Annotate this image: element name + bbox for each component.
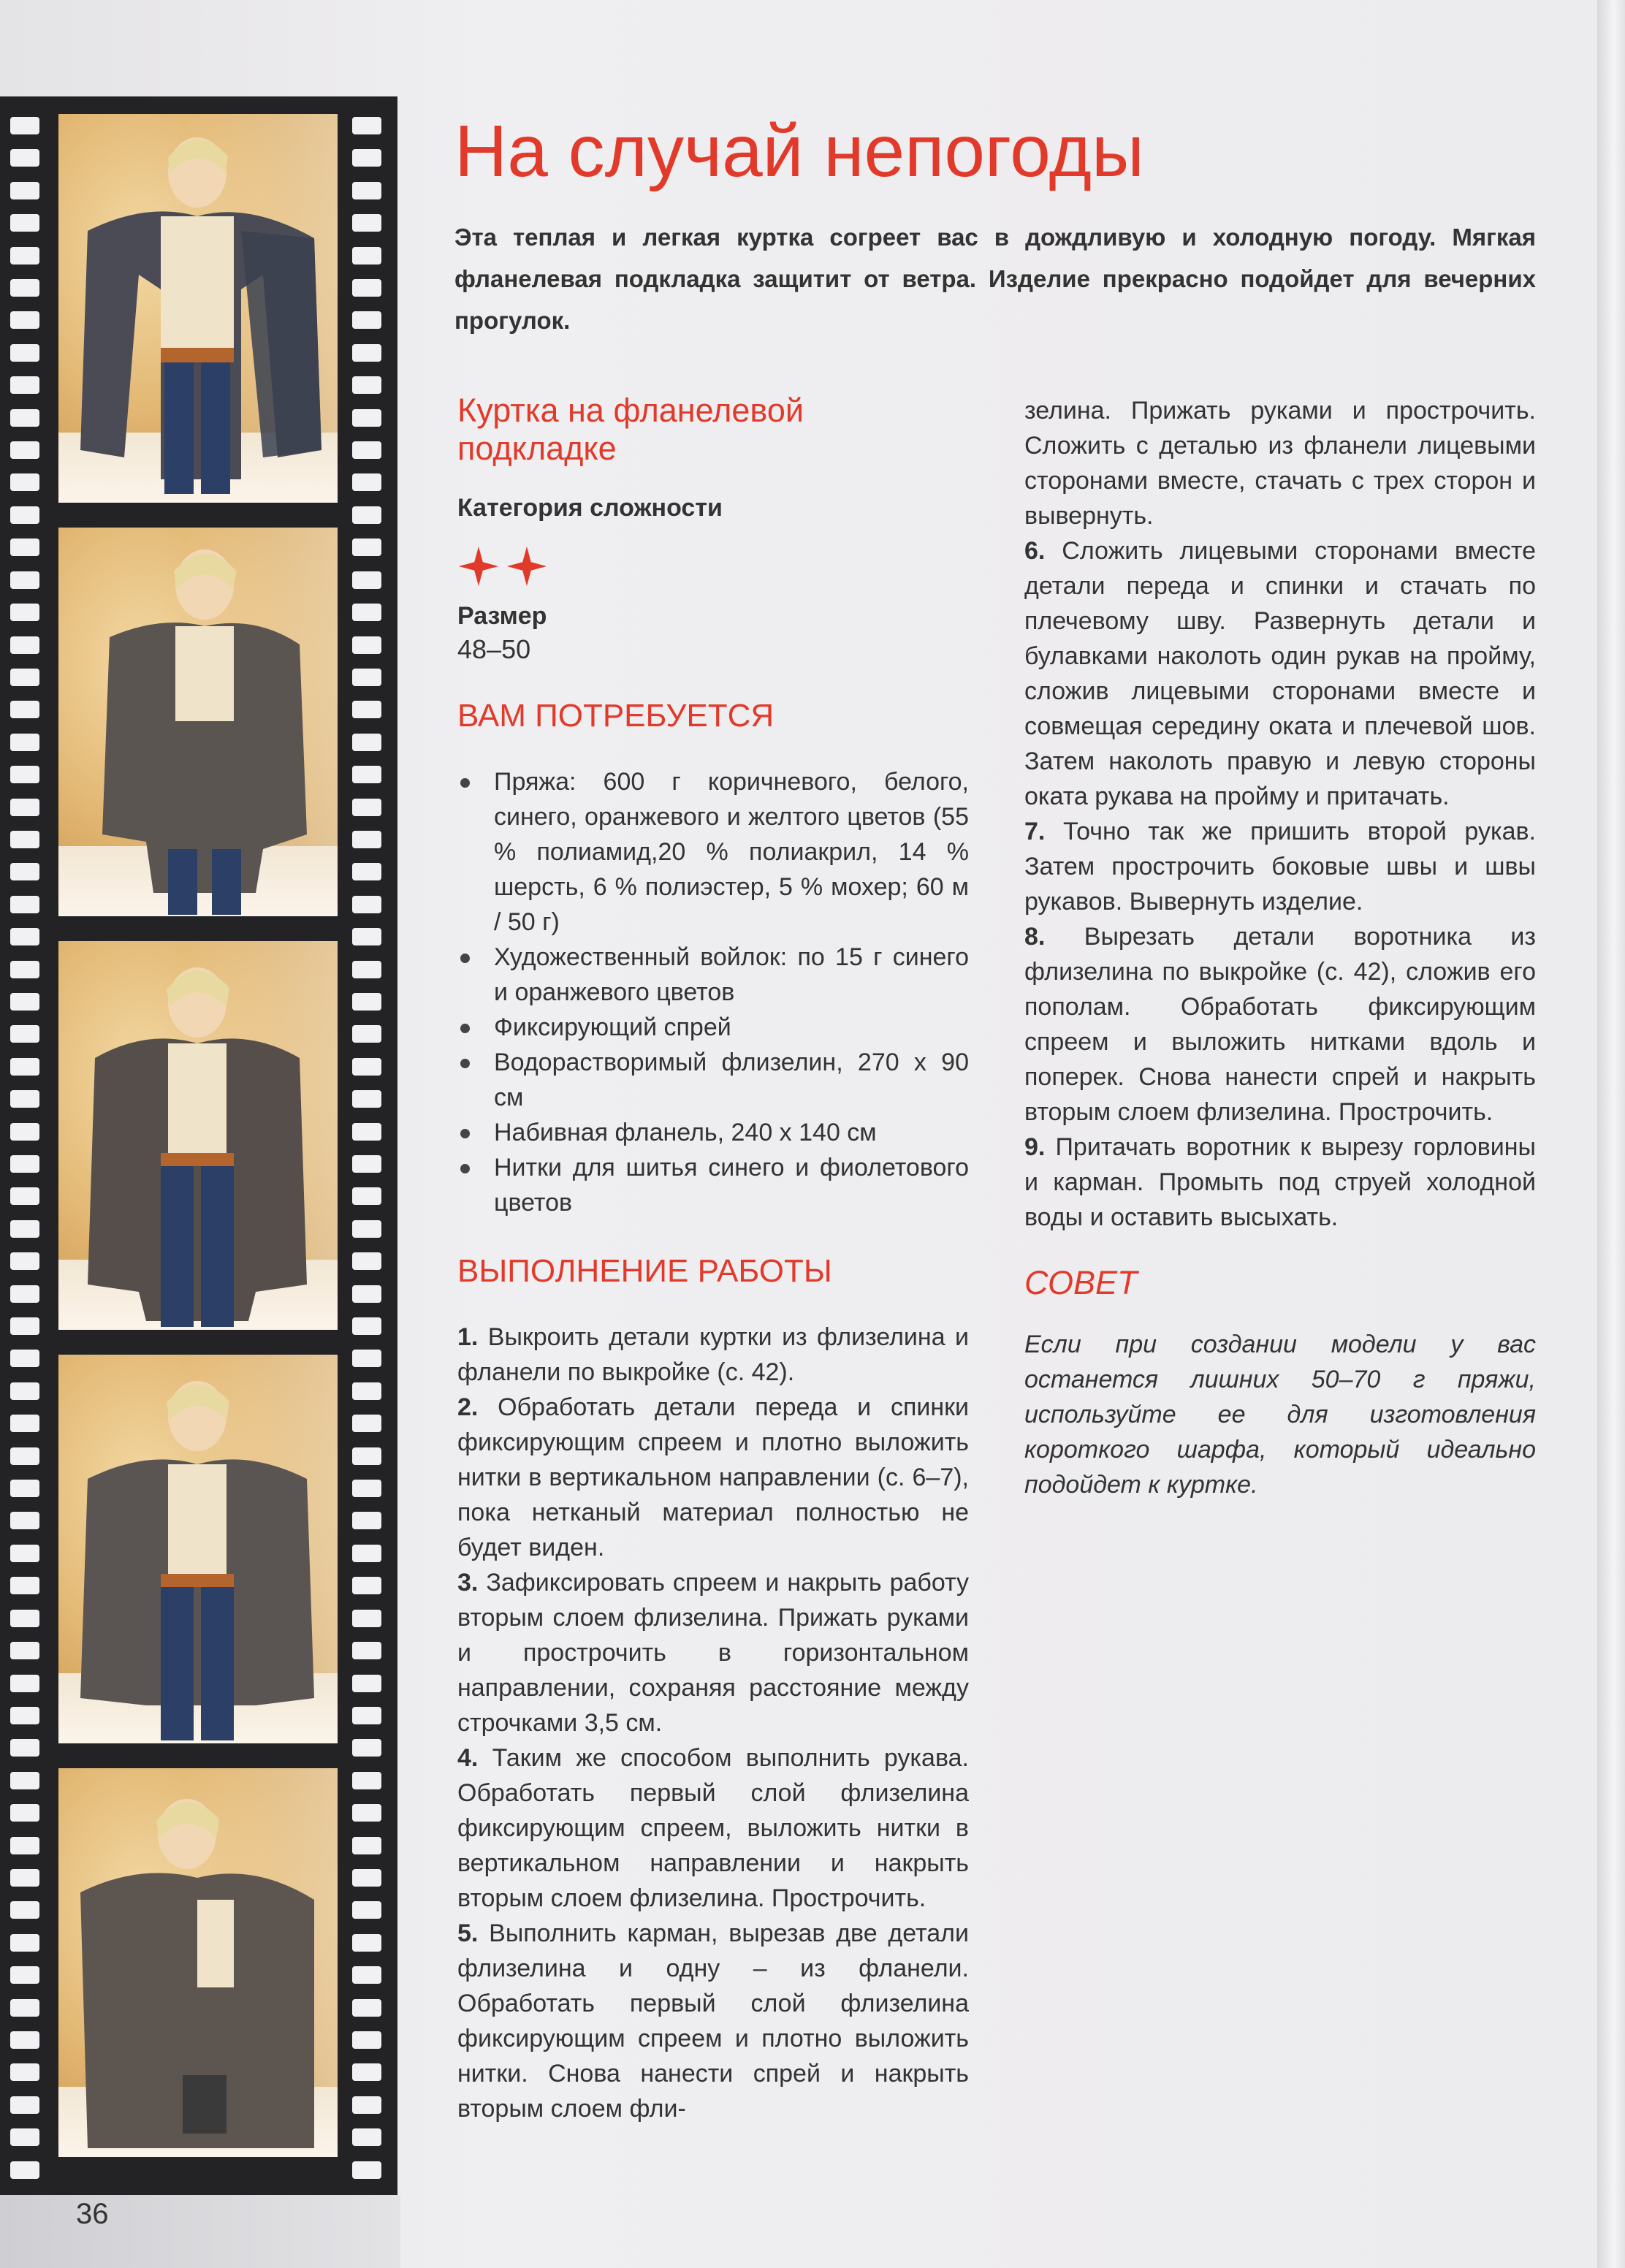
film-sprocket-hole — [352, 1512, 381, 1529]
film-sprocket-hole — [10, 2161, 39, 2179]
film-sprocket-hole — [10, 279, 39, 297]
film-sprocket-hole — [352, 1415, 381, 1432]
materials-item: Нитки для шитья синего и фиолетового цветов — [457, 1150, 969, 1220]
film-sprocket-hole — [10, 149, 39, 167]
instruction-step: 6. Сложить лицевыми сторонами вместе детали переда и спинки и стачать по плечевому шву. Развернуть детали и булавками наколоть один рукав на пройму, сложив лицевыми сторонами вместе и совмещая середину оката и плечевой шов. Затем наколоть правую и левую стороны оката рукава на пройму и притачать. — [1024, 537, 1536, 810]
film-sprocket-hole — [352, 441, 381, 459]
film-sprocket-hole — [10, 1577, 39, 1594]
film-sprocket-hole — [352, 863, 381, 880]
film-sprocket-hole — [352, 376, 381, 394]
film-sprocket-hole — [352, 896, 381, 913]
film-sprocket-hole — [352, 344, 381, 362]
materials-heading: ВАМ ПОТРЕБУЕТСЯ — [457, 698, 775, 734]
difficulty-label: Категория сложности — [457, 494, 723, 522]
model-photo-5 — [58, 1768, 338, 2157]
film-sprocket-hole — [10, 1642, 39, 1659]
film-sprocket-hole — [10, 1123, 39, 1141]
film-sprocket-hole — [352, 1058, 381, 1076]
film-sprocket-hole — [10, 2128, 39, 2146]
film-sprocket-hole — [10, 1187, 39, 1205]
film-sprocket-hole — [352, 734, 381, 751]
model-photo-1 — [58, 114, 338, 503]
film-sprocket-hole — [352, 1285, 381, 1303]
film-sprocket-hole — [352, 1999, 381, 2017]
step-5-continued: зелина. Прижать руками и прострочить. Сложить с деталью из фланели лицевыми сторонами вместе, стачать с трех сторон и вывернуть. — [1024, 397, 1536, 530]
materials-item: Водорастворимый флизелин, 270 х 90 см — [457, 1045, 969, 1115]
star-icon — [506, 545, 548, 587]
star-icon — [457, 545, 500, 587]
film-sprocket-hole — [352, 214, 381, 232]
film-sprocket-hole — [10, 1772, 39, 1789]
instruction-step: 8. Вырезать детали воротника из флизелина по выкройке (с. 42), сложив его пополам. Обработать фиксирующим спреем и выложить нитками вдоль и поперек. Снова нанести спрей и накрыть вторым слоем флизелина. Прострочить. — [1024, 923, 1536, 1126]
tip-heading: СОВЕТ — [1024, 1264, 1138, 1301]
film-sprocket-hole — [10, 669, 39, 686]
film-sprocket-hole — [10, 1837, 39, 1854]
film-sprocket-hole — [352, 701, 381, 718]
film-sprocket-hole — [10, 1480, 39, 1497]
film-sprocket-hole — [352, 1382, 381, 1400]
film-sprocket-hole — [352, 1155, 381, 1173]
size-value: 48–50 — [457, 634, 531, 664]
film-sprocket-hole — [10, 1382, 39, 1400]
film-sprocket-hole — [352, 149, 381, 167]
film-sprocket-hole — [10, 928, 39, 945]
film-sprocket-hole — [352, 117, 381, 134]
film-sprocket-hole — [352, 2096, 381, 2114]
instruction-step: 4. Таким же способом выполнить рукава. Обработать первый слой флизелина фиксирующим спреем, выложить нитки в вертикальном направлении и накрыть вторым слоем флизелина. Прострочить. — [457, 1744, 969, 1912]
model-photo-4 — [58, 1355, 338, 1743]
film-sprocket-hole — [352, 1350, 381, 1367]
film-sprocket-hole — [352, 1545, 381, 1562]
film-sprocket-hole — [10, 2096, 39, 2114]
difficulty-stars — [457, 545, 969, 589]
film-sprocket-hole — [10, 1058, 39, 1076]
film-sprockets-right — [352, 96, 384, 2199]
film-sprocket-hole — [10, 1285, 39, 1303]
footer-band — [0, 2195, 400, 2268]
film-sprocket-hole — [352, 1966, 381, 1984]
materials-item: Художественный войлок: по 15 г синего и оранжевого цветов — [457, 940, 969, 1010]
model-photo-2 — [58, 528, 338, 916]
film-sprocket-hole — [352, 311, 381, 329]
film-sprockets-left — [10, 96, 42, 2199]
page-title: На случай непогоды — [454, 110, 1144, 192]
film-sprocket-hole — [10, 1966, 39, 1984]
film-sprocket-hole — [10, 409, 39, 427]
materials-item: Фиксирующий спрей — [457, 1010, 969, 1045]
film-sprocket-hole — [10, 1350, 39, 1367]
model-photo-3 — [58, 941, 338, 1330]
model-figure-icon — [58, 1768, 338, 2157]
film-sprocket-hole — [352, 1610, 381, 1627]
film-sprocket-hole — [10, 344, 39, 362]
materials-item: Набивная фланель, 240 х 140 см — [457, 1115, 969, 1150]
model-figure-icon — [58, 114, 338, 503]
right-column — [1024, 393, 1536, 1502]
film-sprocket-hole — [352, 1707, 381, 1724]
film-sprocket-hole — [352, 1252, 381, 1270]
page-edge — [1597, 0, 1625, 2268]
film-sprocket-hole — [10, 1512, 39, 1529]
instructions-heading: ВЫПОЛНЕНИЕ РАБОТЫ — [457, 1253, 832, 1289]
film-sprocket-hole — [352, 1934, 381, 1952]
film-sprocket-hole — [10, 376, 39, 394]
film-sprocket-hole — [10, 1804, 39, 1822]
film-sprocket-hole — [10, 961, 39, 978]
film-sprocket-hole — [10, 117, 39, 134]
film-sprocket-hole — [10, 247, 39, 265]
film-sprocket-hole — [10, 1220, 39, 1238]
film-sprocket-hole — [10, 831, 39, 848]
film-sprocket-hole — [352, 636, 381, 654]
film-sprocket-hole — [352, 1187, 381, 1205]
film-sprocket-hole — [10, 1415, 39, 1432]
film-sprocket-hole — [10, 863, 39, 880]
film-strip — [0, 96, 397, 2199]
left-column — [457, 392, 969, 2126]
film-sprocket-hole — [352, 2031, 381, 2049]
film-sprocket-hole — [352, 799, 381, 816]
film-sprocket-hole — [352, 473, 381, 491]
film-sprocket-hole — [352, 1739, 381, 1757]
film-sprocket-hole — [352, 669, 381, 686]
instruction-step: 7. Точно так же пришить второй рукав. Затем прострочить боковые швы и швы рукавов. Вывернуть изделие. — [1024, 818, 1536, 916]
film-sprocket-hole — [352, 1447, 381, 1465]
film-sprocket-hole — [10, 1999, 39, 2017]
film-sprocket-hole — [10, 604, 39, 621]
film-sprocket-hole — [10, 1155, 39, 1173]
film-sprocket-hole — [10, 2063, 39, 2081]
film-sprocket-hole — [352, 993, 381, 1011]
film-sprocket-hole — [10, 1934, 39, 1952]
film-sprocket-hole — [10, 473, 39, 491]
film-sprocket-hole — [10, 506, 39, 524]
page-number: 36 — [76, 2198, 109, 2230]
film-sprocket-hole — [10, 182, 39, 199]
film-sprocket-hole — [10, 1090, 39, 1108]
film-sprocket-hole — [352, 1804, 381, 1822]
film-sprocket-hole — [352, 766, 381, 783]
film-sprocket-hole — [352, 1025, 381, 1043]
film-sprocket-hole — [352, 604, 381, 621]
film-sprocket-hole — [352, 1642, 381, 1659]
film-sprocket-hole — [10, 896, 39, 913]
film-sprocket-hole — [10, 441, 39, 459]
film-sprocket-hole — [352, 2063, 381, 2081]
film-sprocket-hole — [352, 1772, 381, 1789]
film-sprocket-hole — [10, 1025, 39, 1043]
model-figure-icon — [58, 528, 338, 916]
film-sprocket-hole — [352, 928, 381, 945]
model-figure-icon — [58, 1355, 338, 1743]
film-sprocket-hole — [352, 1317, 381, 1335]
film-sprocket-hole — [352, 1675, 381, 1692]
intro-text: Эта теплая и легкая куртка согреет вас в дождливую и холодную погоду. Мягкая фланелевая подкладка защитит от ветра. Изделие прекрасно подойдет для вечерних прогулок. — [454, 224, 1536, 334]
film-sprocket-hole — [352, 539, 381, 556]
film-sprocket-hole — [352, 1090, 381, 1108]
film-sprocket-hole — [352, 1869, 381, 1887]
instruction-step: 2. Обработать детали переда и спинки фиксирующим спреем и плотно выложить нитки в вертикальном направлении (с. 6–7), пока нетканый материал полностью не будет виден. — [457, 1393, 969, 1561]
film-sprocket-hole — [352, 1220, 381, 1238]
model-figure-icon — [58, 941, 338, 1330]
film-sprocket-hole — [10, 571, 39, 589]
instructions-steps-left — [457, 1320, 969, 2126]
film-sprocket-hole — [10, 636, 39, 654]
film-sprocket-hole — [10, 1739, 39, 1757]
project-name: Куртка на фланелевой подкладке — [457, 392, 804, 467]
film-sprocket-hole — [352, 182, 381, 199]
film-sprocket-hole — [352, 1123, 381, 1141]
film-sprocket-hole — [10, 1317, 39, 1335]
film-sprocket-hole — [10, 1252, 39, 1270]
film-sprocket-hole — [10, 701, 39, 718]
film-sprocket-hole — [10, 799, 39, 816]
film-sprocket-hole — [10, 2031, 39, 2049]
materials-list — [457, 764, 969, 1220]
film-sprocket-hole — [352, 961, 381, 978]
film-sprocket-hole — [352, 1577, 381, 1594]
materials-item: Пряжа: 600 г коричневого, белого, синего, оранжевого и желтого цветов (55 % полиамид,20 % полиакрил, 14 % шерсть, 6 % полиэстер, 5 % мохер; 60 м / 50 г) — [457, 764, 969, 940]
tip-text: Если при создании модели у вас останется лишних 50–70 г пряжи, используйте ее для изготовления короткого шарфа, который идеально подойдет к куртке. — [1024, 1331, 1536, 1499]
film-sprocket-hole — [10, 1707, 39, 1724]
film-sprocket-hole — [352, 247, 381, 265]
film-sprocket-hole — [352, 1480, 381, 1497]
instruction-step: 3. Зафиксировать спреем и накрыть работу вторым слоем флизелина. Прижать руками и прострочить в горизонтальном направлении, сохраняя расстояние между строчками 3,5 см. — [457, 1569, 969, 1737]
instruction-step: 9. Притачать воротник к вырезу горловины и карман. Промыть под струей холодной воды и оставить высыхать. — [1024, 1133, 1536, 1231]
film-sprocket-hole — [10, 734, 39, 751]
film-sprocket-hole — [10, 311, 39, 329]
film-sprocket-hole — [352, 2128, 381, 2146]
film-sprocket-hole — [10, 1545, 39, 1562]
film-sprocket-hole — [10, 766, 39, 783]
film-sprocket-hole — [352, 831, 381, 848]
film-sprocket-hole — [10, 1869, 39, 1887]
size-label: Размер — [457, 602, 547, 630]
film-sprocket-hole — [352, 1837, 381, 1854]
film-sprocket-hole — [352, 2161, 381, 2179]
film-sprocket-hole — [352, 571, 381, 589]
film-sprocket-hole — [10, 1610, 39, 1627]
film-sprocket-hole — [352, 1901, 381, 1919]
film-sprocket-hole — [10, 539, 39, 556]
film-sprocket-hole — [352, 506, 381, 524]
film-sprocket-hole — [10, 1901, 39, 1919]
film-sprocket-hole — [352, 409, 381, 427]
instruction-step: 5. Выполнить карман, вырезав две детали флизелина и одну – из фланели. Обработать первый слой флизелина фиксирующим спреем и плотно выложить нитки. Снова нанести спрей и накрыть вторым слоем фли- — [457, 1919, 969, 2123]
instruction-step: 1. Выкроить детали куртки из флизелина и фланели по выкройке (с. 42). — [457, 1323, 969, 1386]
film-sprocket-hole — [10, 1675, 39, 1692]
film-sprocket-hole — [10, 214, 39, 232]
film-sprocket-hole — [10, 993, 39, 1011]
film-sprocket-hole — [10, 1447, 39, 1465]
film-sprocket-hole — [352, 279, 381, 297]
